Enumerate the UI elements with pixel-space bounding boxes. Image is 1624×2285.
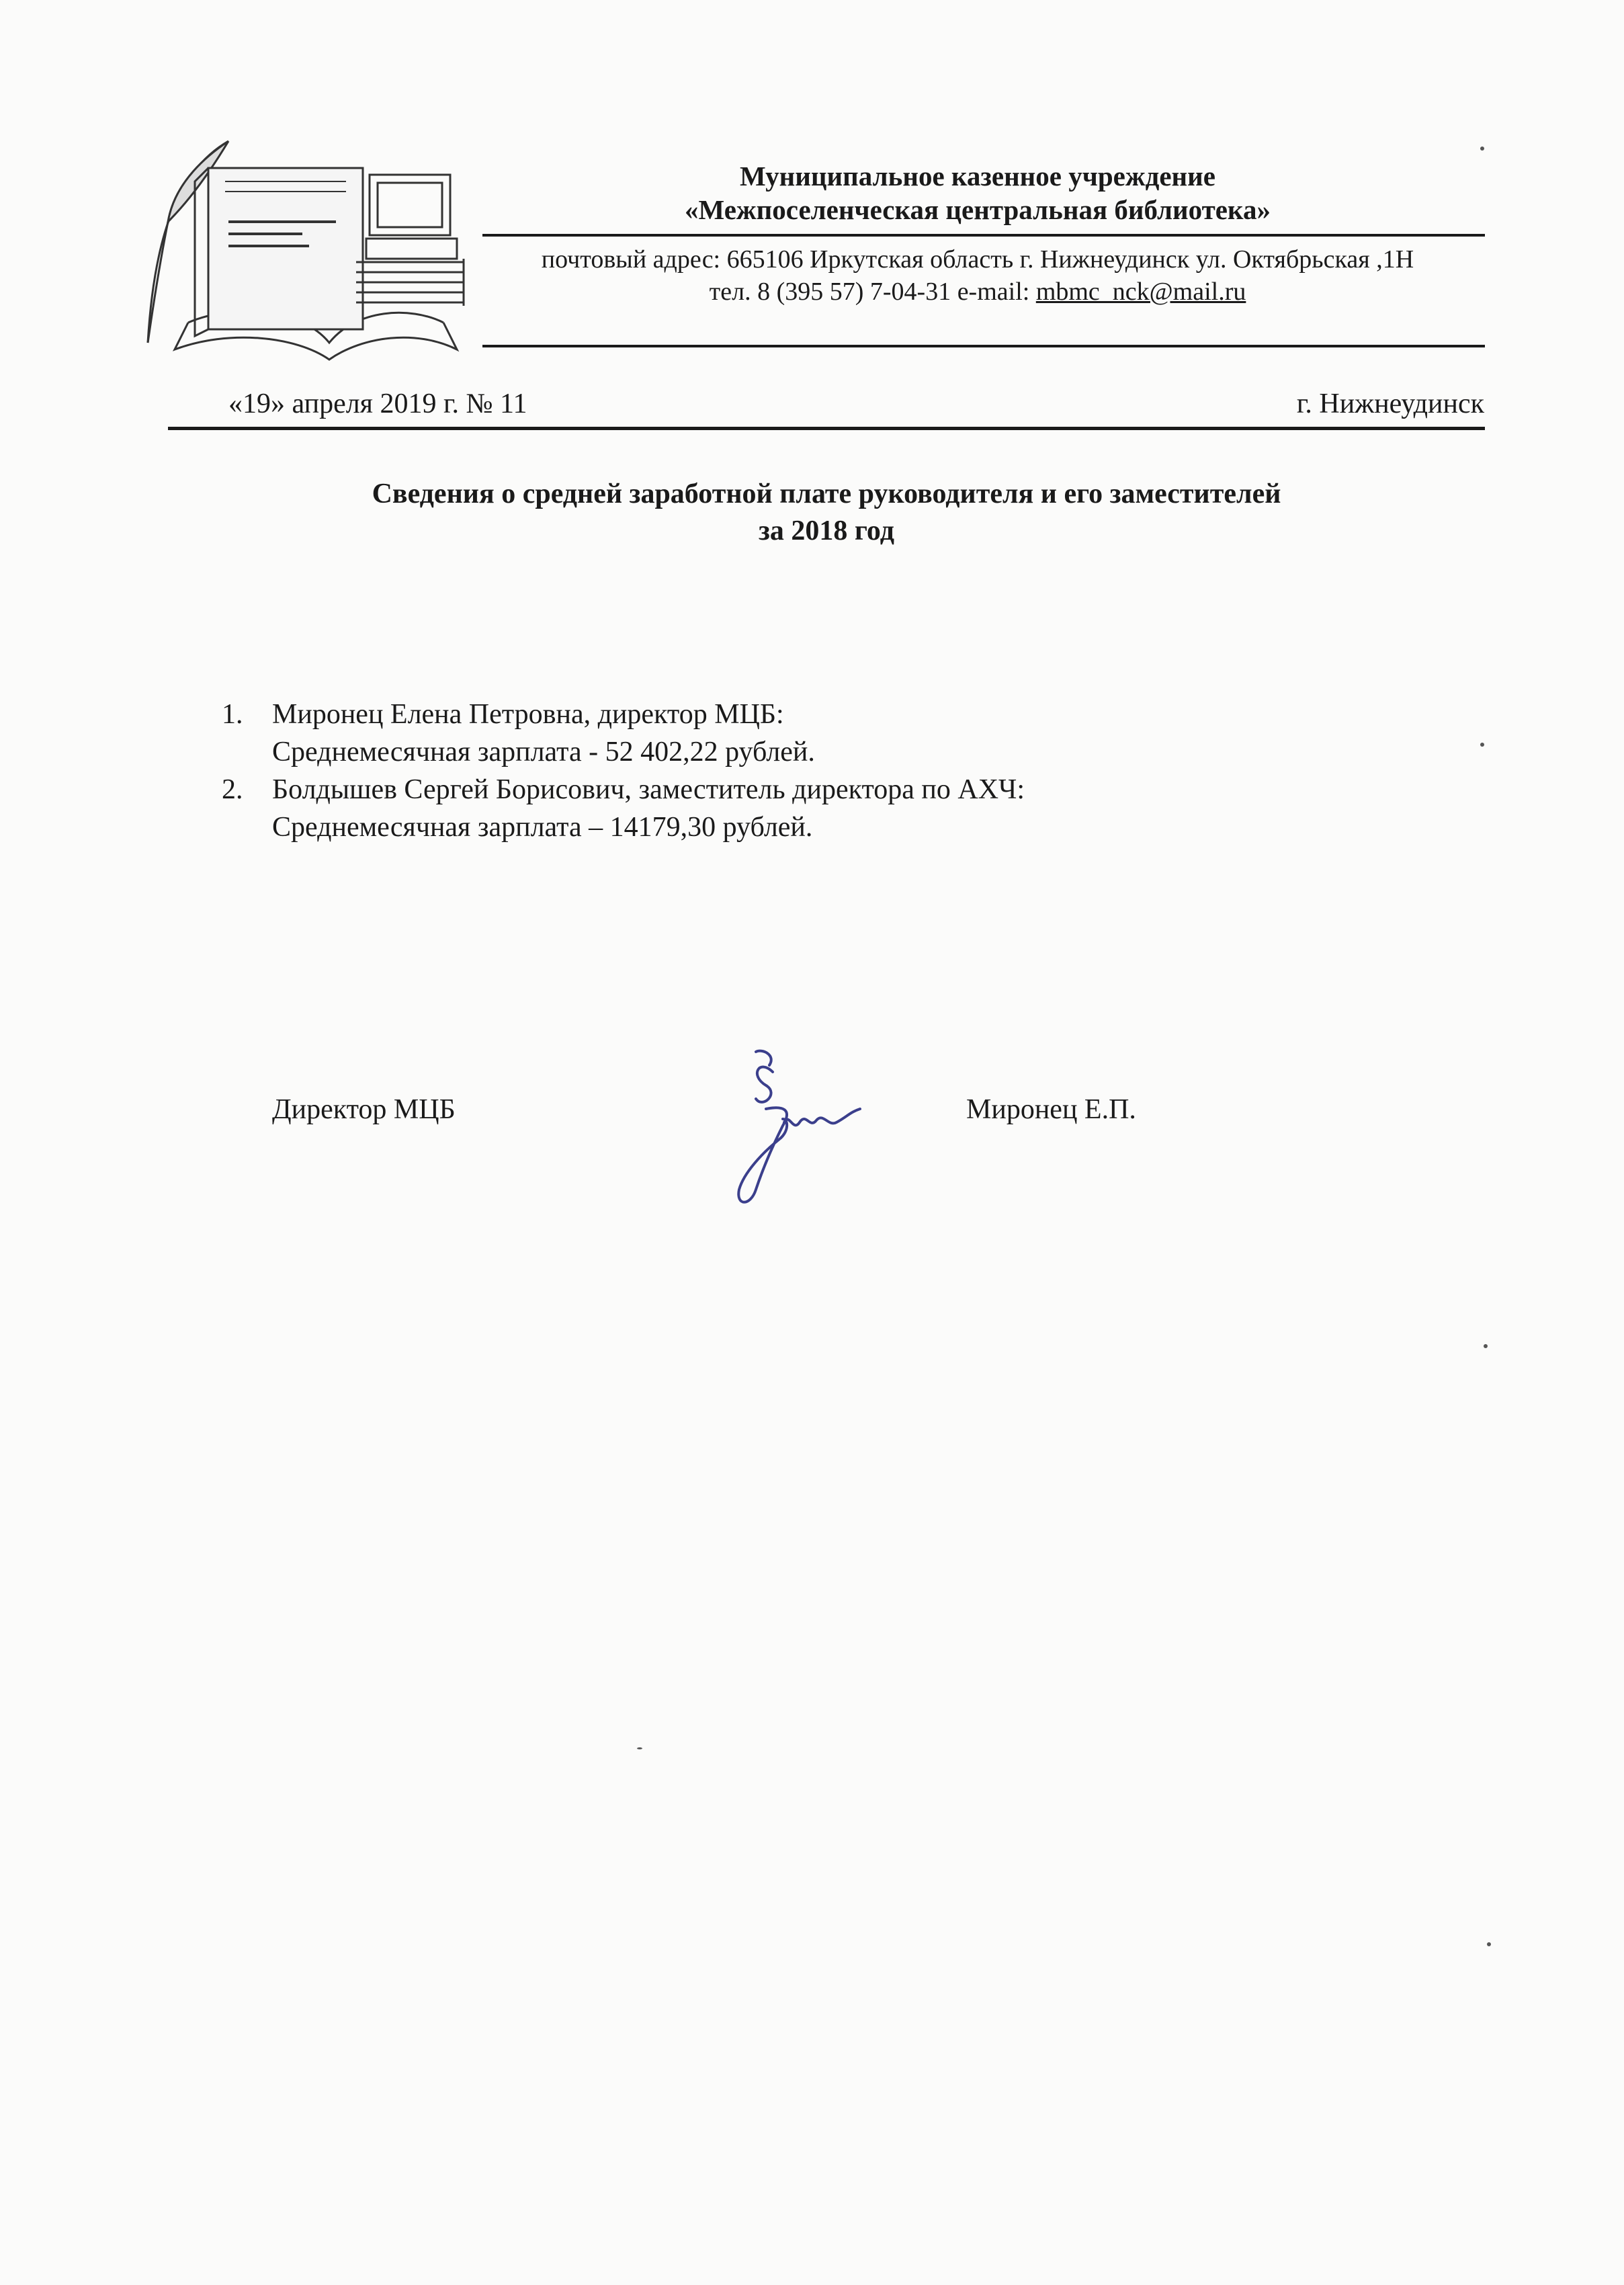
employee-position: Болдышев Сергей Борисович, заместитель директора по АХЧ:	[272, 774, 1025, 805]
letterhead-divider-bottom	[482, 345, 1485, 347]
postal-address: почтовый адрес: 665106 Иркутская область г. Нижнеудинск ул. Октябрьская ,1Н	[541, 245, 1414, 274]
contact-line	[470, 276, 1485, 308]
letterhead-divider-top	[482, 234, 1485, 237]
email-link[interactable]: mbmc_nck@mail.ru	[1035, 278, 1246, 306]
date-row-divider	[168, 427, 1485, 430]
item-number: 2.	[222, 774, 243, 805]
scan-speck	[1487, 1942, 1491, 1946]
document-title-year: за 2018 год	[759, 515, 894, 546]
organization-type: Муниципальное казенное учреждение	[740, 161, 1215, 192]
salary-list	[222, 696, 1364, 846]
list-item	[222, 771, 1364, 846]
list-item	[222, 696, 1364, 771]
phone-text: тел. 8 (395 57) 7-04-31 e-mail:	[709, 278, 1036, 306]
average-salary: Среднемесячная зарплата - 52 402,22 рублей.	[272, 737, 815, 767]
average-salary: Среднемесячная зарплата – 14179,30 рублей.	[272, 812, 813, 843]
document-title: Сведения о средней заработной плате руководителя и его заместителей	[372, 479, 1281, 509]
document-date-number: «19» апреля 2019 г. № 11	[228, 388, 527, 419]
library-logo-icon	[128, 128, 477, 370]
handwritten-signature-icon	[709, 1045, 863, 1210]
organization-name: «Межпоселенческая центральная библиотека»	[685, 194, 1271, 225]
employee-position: Миронец Елена Петровна, директор МЦБ:	[272, 699, 784, 730]
scan-speck	[1480, 147, 1484, 151]
item-number: 1.	[222, 699, 243, 730]
scan-speck	[637, 1747, 642, 1749]
scan-speck	[1480, 743, 1484, 747]
signatory-name: Миронец Е.П.	[966, 1094, 1136, 1125]
scan-speck	[1484, 1344, 1488, 1348]
document-place: г. Нижнеудинск	[1296, 388, 1484, 419]
signatory-position: Директор МЦБ	[272, 1094, 456, 1125]
